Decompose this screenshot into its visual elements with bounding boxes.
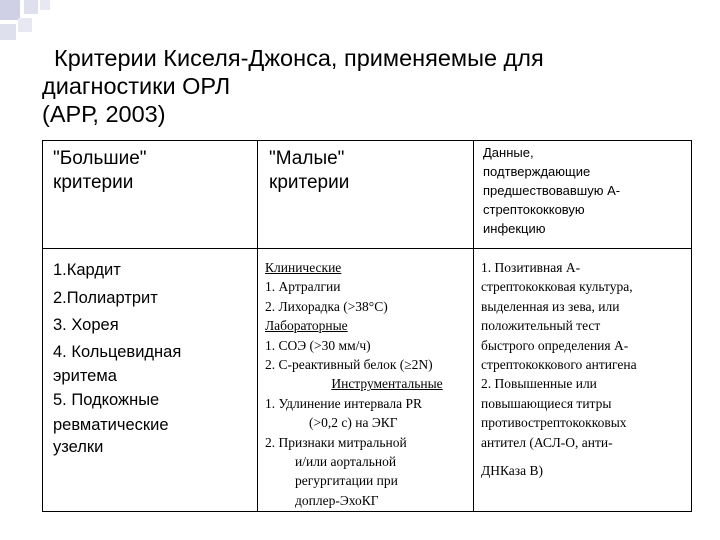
list-item: повышающиеся титры: [481, 395, 612, 411]
lab-heading: Лабораторные: [265, 318, 348, 334]
header-divider: [43, 248, 691, 249]
header-infection-line: предшествовавшую А-: [483, 183, 621, 198]
list-item: 4. Кольцевидная: [53, 342, 182, 361]
header-infection-line: инфекцию: [483, 221, 546, 236]
list-item: 1.Кардит: [53, 261, 121, 279]
list-item: ДНКаза В): [481, 463, 543, 479]
infection-evidence-list: [481, 258, 689, 480]
page-title: [42, 44, 702, 128]
list-item: доплер-ЭхоКГ: [295, 492, 379, 508]
list-item: эритема: [53, 366, 117, 385]
list-item: ревматические: [53, 416, 169, 434]
criteria-table: [42, 140, 692, 512]
list-item: антител (АСЛ-О, анти-: [481, 434, 613, 450]
list-item: 1. Артралгии: [265, 279, 341, 295]
header-minor: [269, 147, 349, 195]
header-major: [53, 147, 147, 195]
list-item: 2. Признаки митральной: [265, 434, 407, 450]
list-item: 1. Позитивная А-: [481, 260, 581, 275]
instrumental-heading: Инструментальные: [331, 376, 443, 392]
list-item: 2. Лихорадка (>38°С): [265, 298, 388, 314]
title-line-1: Критерии Киселя-Джонса, применяемые для: [54, 45, 544, 71]
list-item: выделенная из зева, или: [481, 298, 620, 314]
list-item: противострептококковых: [481, 415, 627, 431]
header-infection-line: Данные,: [483, 145, 534, 160]
list-item: (>0,2 с) на ЭКГ: [309, 415, 398, 431]
list-item: регургитации при: [295, 473, 398, 489]
title-line-2: диагностики ОРЛ: [42, 73, 231, 99]
list-item: 1. Удлинение интервала PR: [265, 395, 423, 411]
list-item: 1. СОЭ (>30 мм/ч): [265, 337, 371, 353]
header-major-line: критерии: [53, 172, 134, 193]
header-minor-line: "Малые": [269, 148, 345, 169]
title-line-3: (АРР, 2003): [42, 101, 166, 127]
major-criteria-list: [53, 257, 181, 458]
header-infection-line: стрептококковую: [483, 202, 585, 217]
header-infection-line: подтверждающие: [483, 164, 591, 179]
list-item: быстрого определения А-: [481, 337, 629, 353]
list-item: 3. Хорея: [53, 316, 119, 334]
list-item: 2. С-реактивный белок (≥2N): [265, 357, 433, 373]
list-item: 5. Подкожные: [53, 390, 160, 409]
list-item: узелки: [53, 438, 104, 456]
list-item: и/или аортальной: [295, 454, 397, 470]
list-item: положительный тест: [481, 318, 601, 334]
list-item: 2.Полиартрит: [53, 288, 158, 307]
list-item: стрептококковая культура,: [481, 279, 633, 295]
clinical-heading: Клинические: [265, 260, 342, 275]
header-major-line: "Большие": [53, 148, 147, 169]
column-divider-2: [473, 141, 474, 511]
column-divider-1: [257, 141, 258, 511]
list-item: 2. Повышенные или: [481, 376, 597, 392]
header-infection: [483, 143, 620, 238]
minor-criteria-list: [265, 258, 469, 510]
header-minor-line: критерии: [269, 172, 350, 193]
list-item: стрептококкового антигена: [481, 357, 637, 373]
